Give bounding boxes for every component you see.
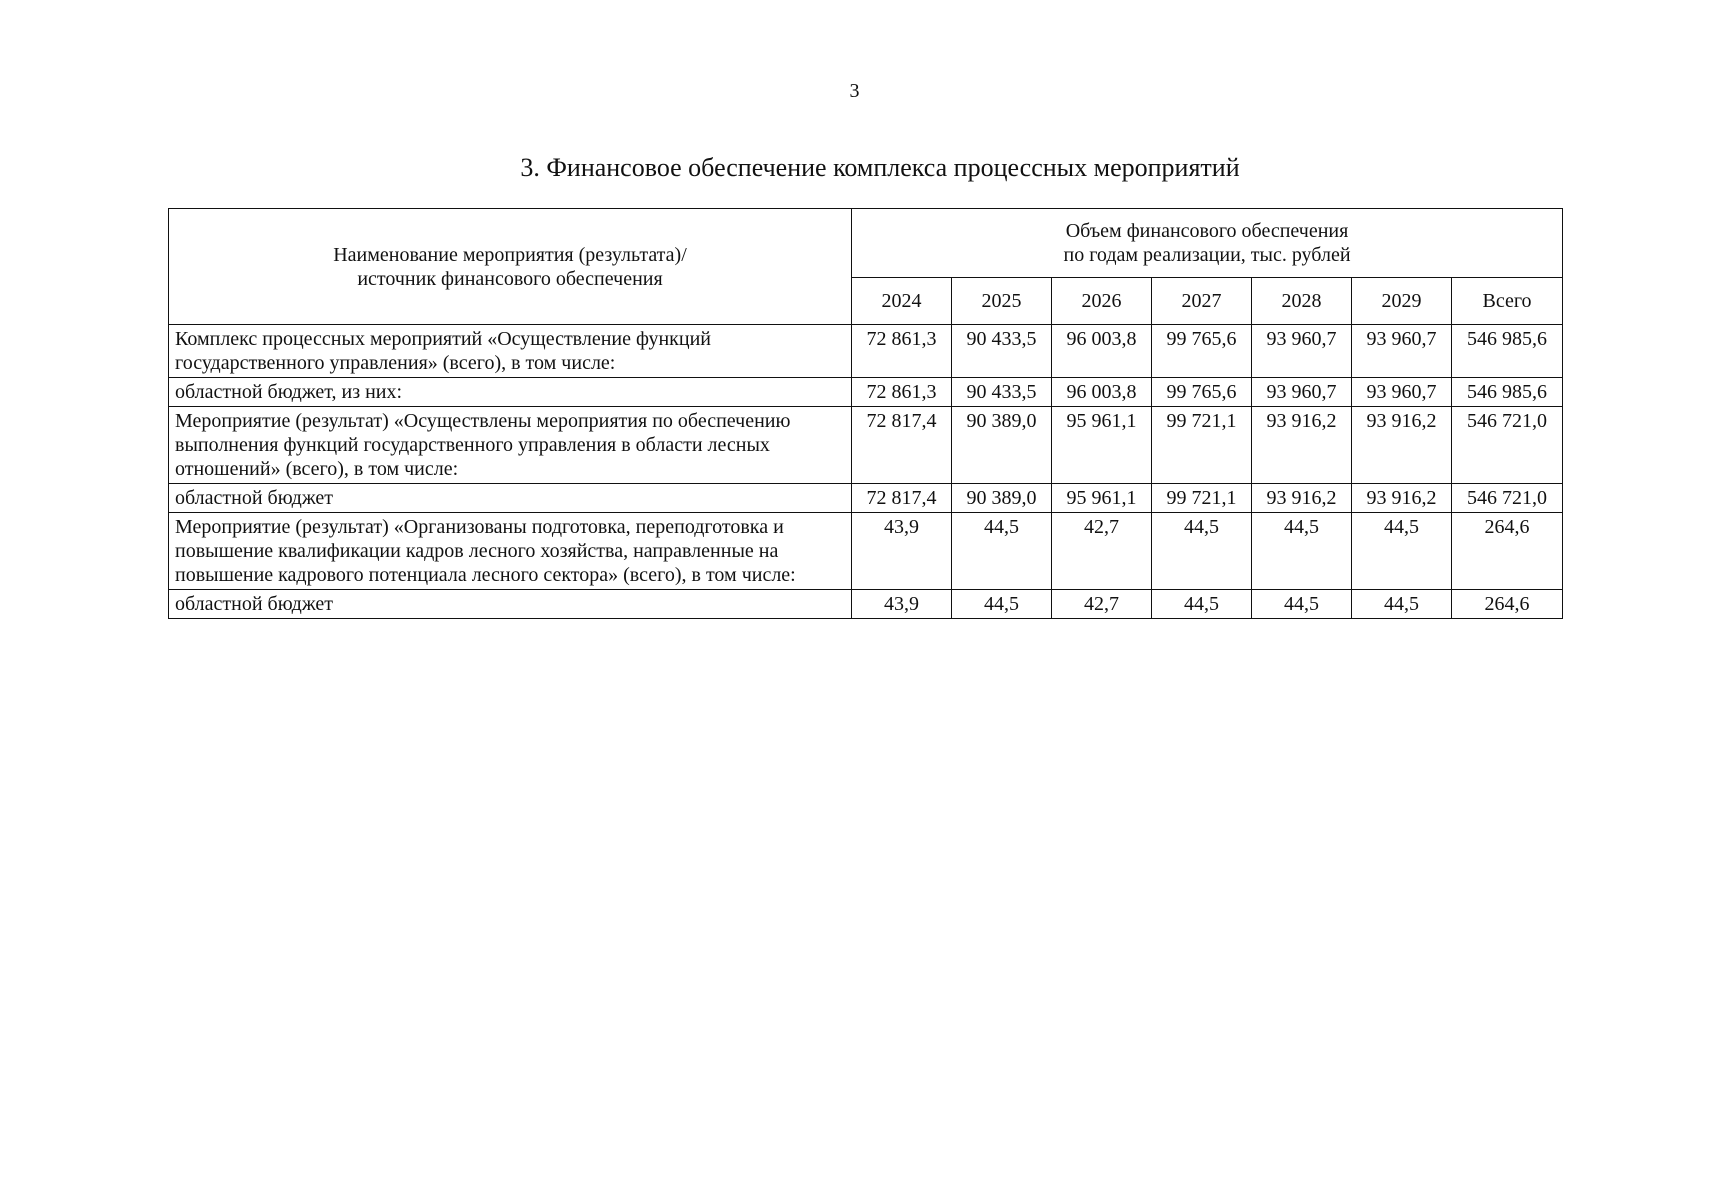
cell-2026: 96 003,8 <box>1052 378 1152 407</box>
cell-2029: 44,5 <box>1352 590 1452 619</box>
header-name-cell <box>169 209 852 325</box>
cell-2024: 43,9 <box>852 590 952 619</box>
cell-2024: 72 861,3 <box>852 325 952 378</box>
row-name: Комплекс процессных мероприятий «Осуществление функций государственного управления» (всего), в том числе: <box>169 325 852 378</box>
header-name-line2: источник финансового обеспечения <box>357 267 663 290</box>
table-row <box>169 407 1563 484</box>
cell-2029: 93 960,7 <box>1352 325 1452 378</box>
cell-2025: 90 433,5 <box>952 378 1052 407</box>
row-name: Мероприятие (результат) «Осуществлены мероприятия по обеспечению выполнения функций государственного управления в области лесных отношений» (всего), в том числе: <box>169 407 852 484</box>
cell-2026: 96 003,8 <box>1052 325 1152 378</box>
cell-2028: 93 916,2 <box>1252 484 1352 513</box>
header-volume-line1: Объем финансового обеспечения <box>1065 220 1349 242</box>
cell-2027: 99 721,1 <box>1152 407 1252 484</box>
cell-2029: 93 916,2 <box>1352 484 1452 513</box>
cell-2026: 42,7 <box>1052 513 1152 590</box>
cell-2026: 95 961,1 <box>1052 484 1152 513</box>
cell-2027: 99 765,6 <box>1152 378 1252 407</box>
column-header-total: Всего <box>1452 278 1563 325</box>
column-header-2028: 2028 <box>1252 278 1352 325</box>
table-row <box>169 484 1563 513</box>
cell-2026: 42,7 <box>1052 590 1152 619</box>
cell-2025: 90 433,5 <box>952 325 1052 378</box>
cell-total: 546 721,0 <box>1452 484 1563 513</box>
cell-2025: 90 389,0 <box>952 407 1052 484</box>
cell-2027: 99 765,6 <box>1152 325 1252 378</box>
column-header-2027: 2027 <box>1152 278 1252 325</box>
cell-2024: 43,9 <box>852 513 952 590</box>
header-volume-line2: по годам реализации, тыс. рублей <box>1063 244 1351 266</box>
cell-2029: 44,5 <box>1352 513 1452 590</box>
column-header-2026: 2026 <box>1052 278 1152 325</box>
cell-2024: 72 817,4 <box>852 407 952 484</box>
table-row <box>169 513 1563 590</box>
cell-2028: 44,5 <box>1252 590 1352 619</box>
cell-2028: 44,5 <box>1252 513 1352 590</box>
row-name: Мероприятие (результат) «Организованы подготовка, переподготовка и повышение квалификации кадров лесного хозяйства, направленные на повышение кадрового потенциала лесного сектора» (всего), в том числе: <box>169 513 852 590</box>
header-volume-cell <box>852 209 1563 278</box>
row-name: областной бюджет <box>169 484 852 513</box>
page-number: 3 <box>849 80 860 102</box>
cell-2028: 93 916,2 <box>1252 407 1352 484</box>
cell-total: 264,6 <box>1452 513 1563 590</box>
financing-table <box>168 208 1563 619</box>
table-row <box>169 378 1563 407</box>
cell-total: 546 985,6 <box>1452 378 1563 407</box>
cell-2027: 44,5 <box>1152 590 1252 619</box>
column-header-2024: 2024 <box>852 278 952 325</box>
table-row <box>169 590 1563 619</box>
section-title: 3. Финансовое обеспечение комплекса процессных мероприятий <box>520 153 1240 182</box>
cell-2025: 44,5 <box>952 590 1052 619</box>
cell-total: 264,6 <box>1452 590 1563 619</box>
cell-2024: 72 817,4 <box>852 484 952 513</box>
cell-2028: 93 960,7 <box>1252 378 1352 407</box>
column-header-2029: 2029 <box>1352 278 1452 325</box>
column-header-2025: 2025 <box>952 278 1052 325</box>
cell-total: 546 721,0 <box>1452 407 1563 484</box>
cell-2029: 93 916,2 <box>1352 407 1452 484</box>
cell-2027: 99 721,1 <box>1152 484 1252 513</box>
row-name: областной бюджет <box>169 590 852 619</box>
row-name: областной бюджет, из них: <box>169 378 852 407</box>
table-row <box>169 325 1563 378</box>
cell-2027: 44,5 <box>1152 513 1252 590</box>
header-name-line1: Наименование мероприятия (результата)/ <box>333 243 687 266</box>
cell-2025: 44,5 <box>952 513 1052 590</box>
cell-total: 546 985,6 <box>1452 325 1563 378</box>
cell-2026: 95 961,1 <box>1052 407 1152 484</box>
cell-2028: 93 960,7 <box>1252 325 1352 378</box>
cell-2024: 72 861,3 <box>852 378 952 407</box>
cell-2025: 90 389,0 <box>952 484 1052 513</box>
cell-2029: 93 960,7 <box>1352 378 1452 407</box>
